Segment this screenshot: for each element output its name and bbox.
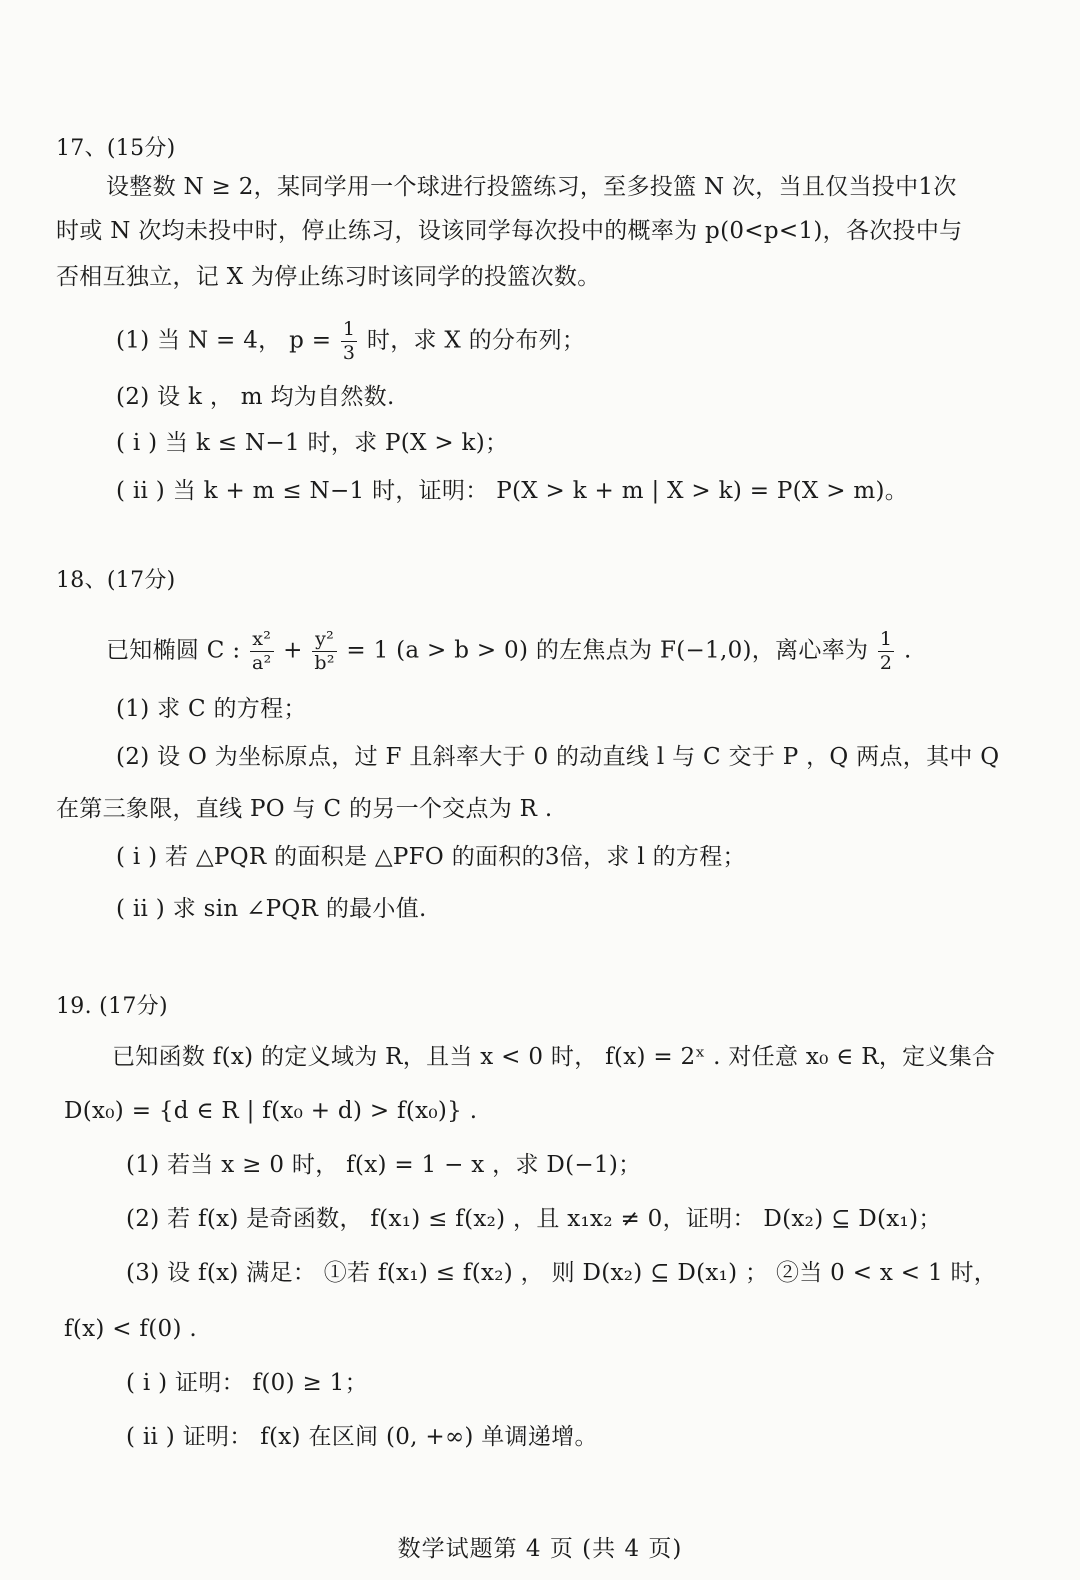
- q18-stem-period: .: [903, 637, 912, 664]
- fraction-denominator: 2: [879, 652, 893, 674]
- q18-part2-line2: 在第三象限，直线 PO 与 C 的另一个交点为 R .: [56, 796, 553, 822]
- q18-heading: 18、(17分): [56, 568, 176, 593]
- q19-stem-line2: D(x₀) = {d ∈ R | f(x₀ + d) > f(x₀)} .: [64, 1098, 478, 1124]
- q19-heading: 19. (17分): [56, 994, 168, 1019]
- fraction-x2-a2: [250, 630, 274, 673]
- q18-stem-text: 已知椭圆 C :: [106, 637, 241, 664]
- fraction-one-half: [878, 630, 894, 673]
- q18-part1: (1) 求 C 的方程；: [116, 696, 307, 722]
- q17-part2-i: ( i ) 当 k ≤ N−1 时，求 P(X > k)；: [116, 430, 509, 456]
- fraction-one-third: [341, 320, 357, 363]
- page-footer: 数学试题第 4 页 (共 4 页): [397, 1536, 683, 1562]
- q18-part2-line1: (2) 设 O 为坐标原点，过 F 且斜率大于 0 的动直线 l 与 C 交于 P ，Q 两点，其中 Q: [116, 744, 1000, 770]
- q19-stem-line1: 已知函数 f(x) 的定义域为 R，且当 x < 0 时， f(x) = 2ˣ . 对任意 x₀ ∈ R，定义集合: [112, 1044, 996, 1070]
- q19-part3-line2: f(x) < f(0) .: [64, 1316, 197, 1342]
- q18-stem-text-mid: = 1 (a > b > 0) 的左焦点为 F(−1,0)，离心率为: [346, 637, 869, 664]
- plus-sign: +: [283, 637, 303, 664]
- q17-stem-line1: 设整数 N ≥ 2，某同学用一个球进行投篮练习，至多投篮 N 次，当且仅当投中1次: [106, 174, 957, 200]
- q17-part2-ii: ( ii ) 当 k + m ≤ N−1 时，证明： P(X > k + m | X > k) = P(X > m)。: [116, 478, 909, 504]
- fraction-numerator: y²: [312, 630, 336, 652]
- q19-part3-line1: (3) 设 f(x) 满足： ①若 f(x₁) ≤ f(x₂) ， 则 D(x₂) ⊆ D(x₁) ； ②当 0 < x < 1 时，: [126, 1260, 998, 1286]
- q17-part1-text: (1) 当 N = 4， p =: [116, 327, 332, 354]
- fraction-denominator: 3: [342, 342, 356, 364]
- fraction-numerator: x²: [250, 630, 274, 652]
- q19-part3-ii: ( ii ) 证明： f(x) 在区间 (0, +∞) 单调递增。: [126, 1424, 598, 1450]
- q17-stem-line2: 时或 N 次均未投中时，停止练习，设该同学每次投中的概率为 p(0<p<1)，各次投中与: [56, 218, 963, 244]
- q19-part2: (2) 若 f(x) 是奇函数， f(x₁) ≤ f(x₂) ，且 x₁x₂ ≠ 0，证明： D(x₂) ⊆ D(x₁)；: [126, 1206, 942, 1232]
- fraction-denominator: a²: [252, 652, 272, 674]
- fraction-denominator: b²: [314, 652, 335, 674]
- q18-stem: [106, 630, 912, 673]
- q17-stem-line3: 否相互独立，记 X 为停止练习时该同学的投篮次数。: [56, 264, 601, 290]
- q17-part1: [116, 320, 585, 363]
- fraction-numerator: 1: [879, 628, 893, 650]
- q17-part2: (2) 设 k ， m 均为自然数.: [116, 384, 395, 410]
- q17-heading: 17、(15分): [56, 136, 176, 161]
- fraction-numerator: 1: [342, 318, 356, 340]
- q18-part2-ii: ( ii ) 求 sin ∠PQR 的最小值.: [116, 896, 427, 922]
- q19-part1: (1) 若当 x ≥ 0 时， f(x) = 1 − x ，求 D(−1)；: [126, 1152, 642, 1178]
- q17-part1-text-end: 时，求 X 的分布列；: [366, 327, 586, 354]
- fraction-y2-b2: [312, 630, 336, 673]
- q19-part3-i: ( i ) 证明： f(0) ≥ 1；: [126, 1370, 368, 1396]
- q18-part2-i: ( i ) 若 △PQR 的面积是 △PFO 的面积的3倍，求 l 的方程；: [116, 844, 746, 870]
